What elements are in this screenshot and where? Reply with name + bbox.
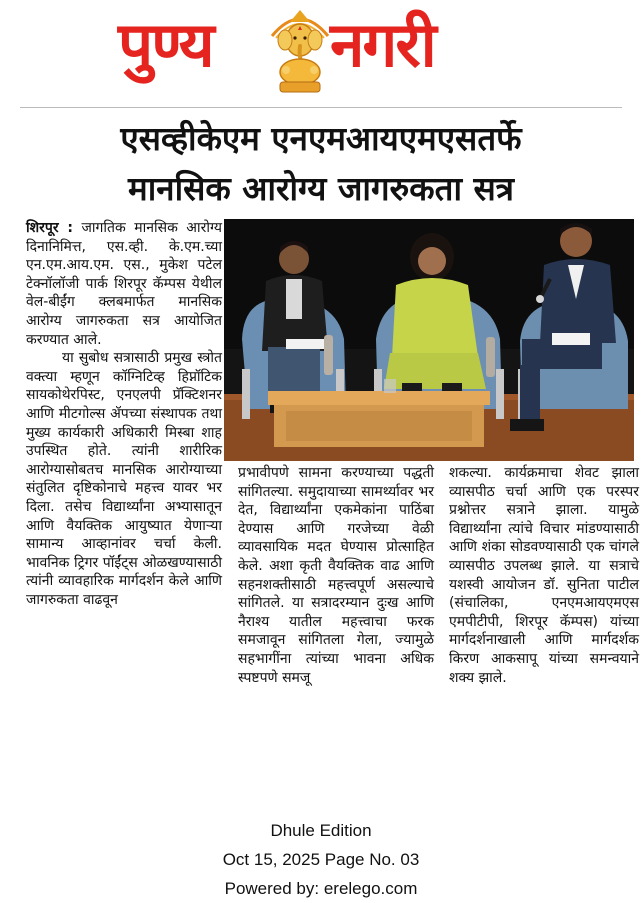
- masthead-divider: [20, 107, 622, 108]
- article-paragraph-2: या सुबोध सत्रासाठी प्रमुख स्त्रोत वक्त्या म्हणून कॉग्निटिव्ह हिप्नॉटिक सायकोथेरपिस्ट, एनएलपी प्रॅक्टिशनर आणि मीटगोल्स ॲपच्या संस्थापक तथा मुख्य कार्यकारी अधिकारी मिस्बा शाह उपस्थित होते. त्यांनी शारीरिक आरोग्यासोबतच मानसिक आरोग्याच्या संतुलित दृष्टिकोनाचे महत्त्व यावर भर दिला. तसेच विद्यार्थ्यांना अभ्यासातून आणि वैयक्तिक आयुष्यात येणाऱ्या सामान्य आव्हानांवर चर्चा केली. भावनिक ट्रिगर पॉईंट्स ओळखण्यासाठी त्यांनी व्यावहारिक मार्गदर्शन केले आणि जागरुकता वाढवून: [26, 350, 222, 608]
- article-column-1: [26, 219, 222, 609]
- footer-powered-by: Powered by: erelego.com: [224, 879, 418, 898]
- headline-line-1: एसव्हीकेएम एनएमआयएमएसतर्फे: [120, 119, 522, 158]
- footer-date-page: Oct 15, 2025 Page No. 03: [222, 850, 420, 869]
- article-column-3: शकल्या. कार्यक्रमाचा शेवट झाला व्यासपीठ चर्चा आणि एक परस्पर प्रश्नोत्तर सत्राने झाला. यामुळे विद्यार्थ्यांना त्यांचे विचार मांडण्यासाठी आणि शंका सोडवण्यासाठी एक चांगले व्यासपीठ उपलब्ध झाले. या सत्राचे यशस्वी आयोजन डॉ. सुनिता पाटील (संचालिका, एनएमआयएमएस एमपीटीपी, शिरपूर कॅम्पस) यांच्या मार्गदर्शनाखाली आणि मार्गदर्शक किरण आकसापू यांच्या समन्वयाने शक्य झाले.: [449, 465, 639, 686]
- masthead-title-right: नगरी: [330, 8, 435, 81]
- paragraph-1-text: जागतिक मानसिक आरोग्य दिनानिमित्त, एस.व्ही. के.एम.च्या एन.एम.आय.एम. एस., मुकेश पटेल टेक्नॉलॉजी पार्क शिरपूर कॅम्पस येथील वेल-बीईंग क्लबमार्फत मानसिक आरोग्य जागरुकता सत्र आयोजित करण्यात आले.: [26, 220, 222, 348]
- dateline: शिरपूर :: [26, 220, 74, 236]
- masthead: [0, 0, 642, 108]
- masthead-title-left: पुण्य: [118, 8, 213, 81]
- article-column-2: प्रभावीपणे सामना करण्याच्या पद्धती सांगितल्या. समुदायाच्या सामर्थ्यावर भर देत, विद्यार्थ्यांना एकमेकांना पाठिंबा देण्यास आणि गरजेच्या वेळी व्यावसायिक मदत घेण्यास प्रोत्साहित केले. अशा कृती वैयक्तिक वाढ आणि सहनशक्तीसाठी महत्त्वपूर्ण असल्याचे सांगितले. या सत्रादरम्यान दुःख आणि नैराश्य यातील महत्त्वाचा फरक समजावून सांगितला गेला, ज्यामुळे सहभागींना त्यांच्या भावना अधिक स्पष्टपणे समजू: [238, 465, 434, 686]
- panel-discussion-photo: [224, 219, 634, 461]
- article-photo: [224, 219, 634, 461]
- headline-line-2: मानसिक आरोग्य जागरुकता सत्र: [127, 169, 514, 208]
- footer-edition: Dhule Edition: [270, 821, 372, 840]
- article-paragraph-1: [26, 219, 222, 349]
- ganesha-emblem-icon: [268, 6, 332, 94]
